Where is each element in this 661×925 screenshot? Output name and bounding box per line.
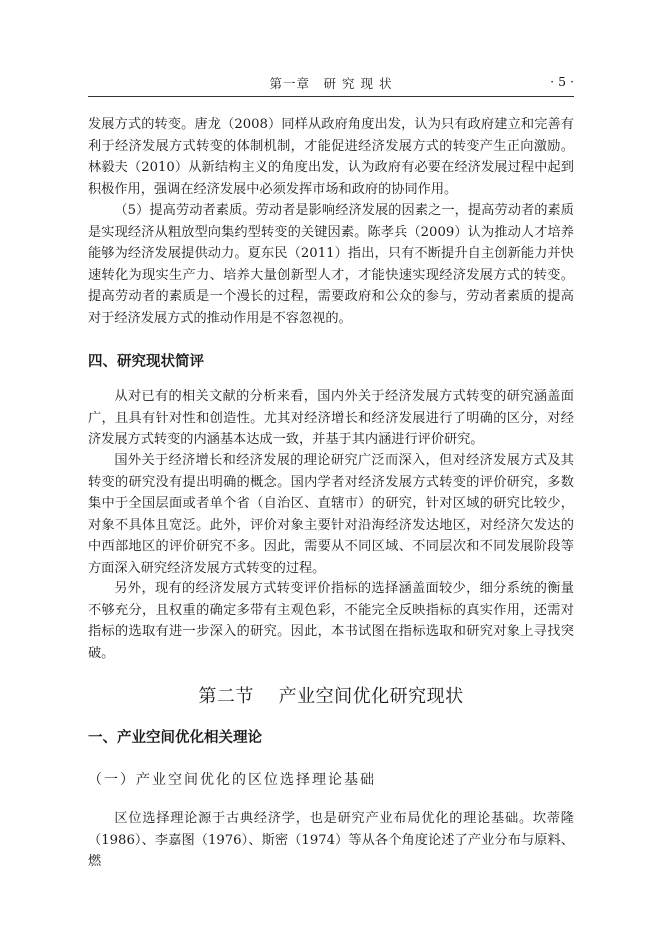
page-number: · 5 ·	[550, 74, 574, 89]
paragraph-4: 国外关于经济增长和经济发展的理论研究广泛而深入，但对经济发展方式及其转变的研究没有提出明确的概念。国内学者对经济发展方式转变的评价研究，多数集中于全国层面或者单个省（自治区、直辖市）的研究，针对区域的研究比较少，对象不具体且宽泛。此外，评价对象主要针对沿海经济发达地区，对经济欠发达的中西部地区的评价研究不多。因此，需要从不同区域、不同层次和不同发展阶段等方面深入研究经济发展方式转变的过程。	[88, 453, 574, 576]
running-header	[88, 74, 574, 96]
chapter-title: 第一章 研 究 现 状	[269, 76, 393, 91]
header-rule	[88, 96, 574, 97]
paragraph-5: 另外，现有的经济发展方式转变评价指标的选择涵盖面较少，细分系统的衡量不够充分，且权重的确定多带有主观色彩，不能完全反映指标的真实作用，还需对指标的选取有进一步深入的研究。因此，本书试图在指标选取和研究对象上寻找突破。	[88, 581, 574, 661]
section-title: 第二节 产业空间优化研究现状	[198, 686, 464, 707]
paragraph-3: 从对已有的相关文献的分析来看，国内外关于经济发展方式转变的研究涵盖面广，且具有针对性和创造性。尤其对经济增长和经济发展进行了明确的区分，对经济发展方式转变的内涵基本达成一致，并基于其内涵进行评价研究。	[88, 389, 574, 448]
heading-theory: 一、产业空间优化相关理论	[88, 730, 262, 746]
heading-location: （一）产业空间优化的区位选择理论基础	[88, 772, 376, 788]
heading-review: 四、研究现状简评	[88, 354, 204, 370]
paragraph-6: 区位选择理论源于古典经济学，也是研究产业布局优化的理论基础。坎蒂隆（1986）、李嘉图（1976）、斯密（1974）等从各个角度论述了产业分布与原料、燃	[88, 811, 574, 870]
paragraph-1: 发展方式的转变。唐龙（2008）同样从政府角度出发，认为只有政府建立和完善有利于经济发展方式转变的体制机制，才能促进经济发展方式的转变产生正向激励。林毅夫（2010）从新结构主义的角度出发，认为政府有必要在经济发展过程中起到积极作用，强调在经济发展中必须发挥市场和政府的协同作用。	[88, 117, 574, 197]
paragraph-2: （5）提高劳动者素质。劳动者是影响经济发展的因素之一，提高劳动者的素质是实现经济从粗放型向集约型转变的关键因素。陈孝兵（2009）认为推动人才培养能够为经济发展提供动力。夏东民（2011）指出，只有不断提升自主创新能力并快速转化为现实生产力、培养大量创新型人才，才能快速实现经济发展方式的转变。提高劳动者的素质是一个漫长的过程，需要政府和公众的参与，劳动者素质的提高对于经济发展方式的推动作用是不容忽视的。	[88, 203, 574, 326]
